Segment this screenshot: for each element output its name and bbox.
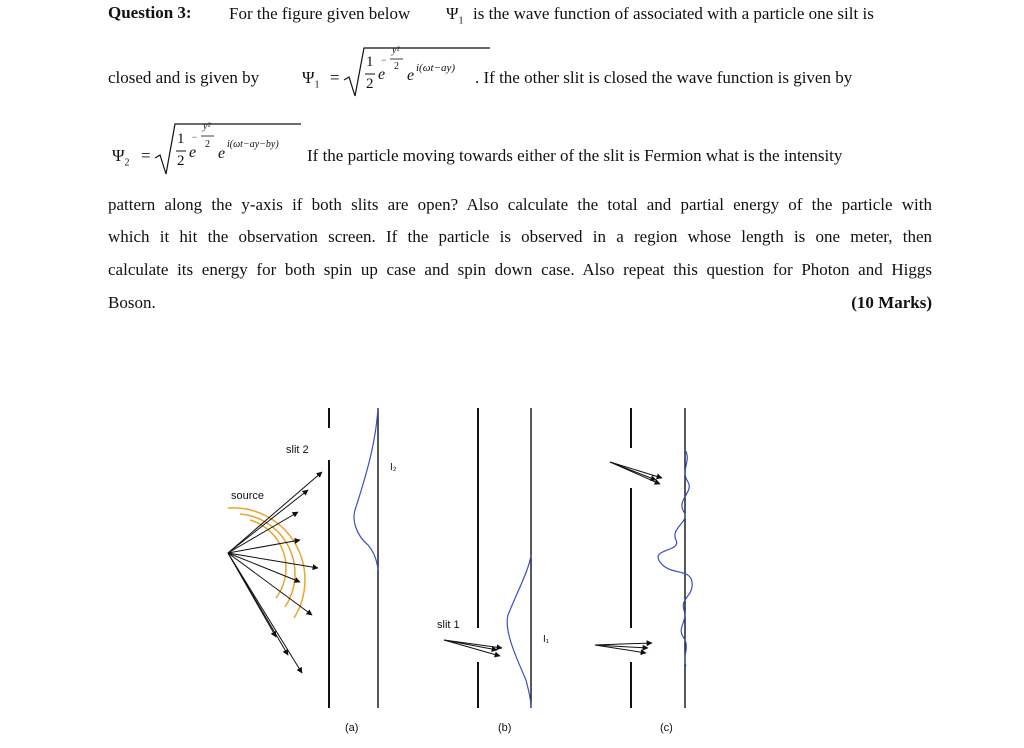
ray (228, 553, 312, 615)
marks: (10 Marks) (851, 293, 932, 312)
panel-a-label: (a) (345, 722, 359, 734)
psi1-inline: $\Psi_1$ (446, 4, 464, 27)
psi1-lhs: $\Psi_1$ (302, 68, 320, 91)
psi1-frac-num: 1 (366, 54, 374, 70)
ray (228, 553, 318, 568)
question-label: Question 3: (108, 3, 192, 22)
panel-c (595, 408, 692, 734)
rays-b (444, 640, 502, 656)
psi2-lhs: $\Psi_2$ (112, 146, 130, 169)
ray (444, 640, 502, 648)
psi1-phase-e: e (407, 67, 415, 84)
psi1-equals: = (330, 68, 340, 87)
ray (444, 640, 500, 656)
psi1-phase-exp: i(ωt−ay) (416, 62, 456, 74)
ray (595, 643, 652, 645)
psi2-frac-num: 1 (177, 131, 185, 147)
line7: Boson. (108, 293, 156, 312)
rays-c (595, 462, 662, 653)
psi1-frac-den: 2 (366, 76, 374, 92)
slit1-label: slit 1 (437, 619, 460, 631)
question-intro-rest: is the wave function of associated with a particle one silt is (473, 4, 874, 23)
intensity-curve-i2 (354, 408, 378, 570)
rays-a (228, 472, 322, 673)
psi2-equals: = (141, 146, 151, 165)
line3-end: If the particle moving towards either of the slit is Fermion what is the intensity (307, 146, 843, 165)
psi1-e: e (378, 66, 386, 83)
line2-start: closed and is given by (108, 68, 260, 87)
slit2-label: slit 2 (286, 444, 309, 456)
psi2-frac-den: 2 (177, 153, 185, 169)
line6: calculate its energy for both spin up case and spin down case. Also repeat this question for Photon and Higgs (108, 260, 932, 279)
psi1-exp-sign: − (381, 55, 387, 65)
i1-label: I₁ (543, 634, 550, 645)
psi2-phase-e: e (218, 145, 226, 162)
psi2-e: e (189, 144, 197, 161)
panel-a (228, 408, 397, 734)
line5: which it hit the observation screen. If the particle is observed in a region whose length is one meter, then (108, 227, 932, 246)
psi1-exp-den: 2 (394, 61, 399, 72)
ray (610, 462, 656, 480)
i2-label: I₂ (390, 462, 397, 473)
psi2-exp-sign: − (192, 132, 198, 142)
source-label: source (231, 490, 265, 502)
psi1-exp-num: y² (392, 45, 400, 56)
panel-b-label: (b) (498, 722, 512, 734)
intensity-curve-i1 (507, 555, 531, 708)
interference-pattern (658, 450, 692, 666)
line4: pattern along the y-axis if both slits are open? Also calculate the total and partial energy of the particle with (108, 195, 932, 214)
panel-c-label: (c) (660, 722, 673, 734)
wavefront-2 (240, 514, 295, 607)
ray (228, 553, 300, 582)
question-intro: For the figure given below (229, 4, 411, 23)
psi2-exp-den: 2 (205, 139, 210, 150)
psi2-exp-num: y² (203, 121, 211, 132)
ray (610, 462, 662, 478)
psi2-phase-exp: i(ωt−ay−by) (227, 139, 279, 150)
line2-end: . If the other slit is closed the wave function is given by (475, 68, 853, 87)
ray (228, 472, 322, 553)
ray (228, 553, 302, 673)
panel-b (437, 408, 550, 734)
